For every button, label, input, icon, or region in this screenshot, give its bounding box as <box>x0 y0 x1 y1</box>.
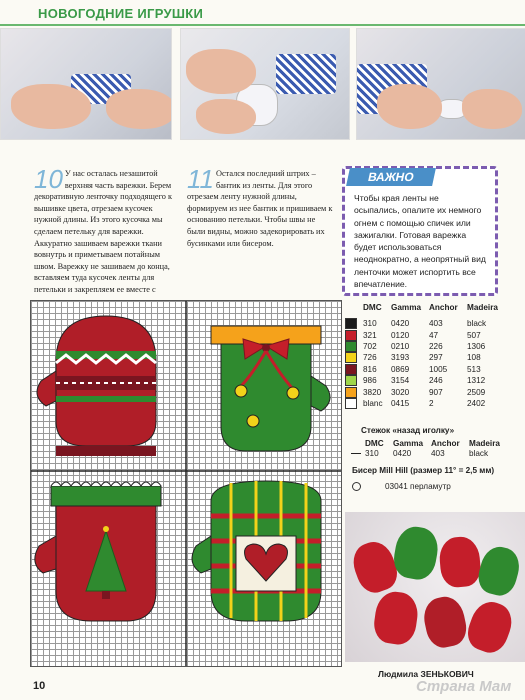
right-hand <box>462 89 522 129</box>
watermark: Страна Мам <box>416 678 512 695</box>
legend-anchor: 226 <box>429 341 443 351</box>
step-photo-1 <box>0 28 172 140</box>
color-swatch <box>345 318 357 329</box>
header-dmc: DMC <box>363 303 382 312</box>
legend-gamma: 3154 <box>391 376 410 386</box>
legend-dmc: 816 <box>363 364 377 374</box>
color-legend <box>345 303 507 409</box>
legend-dmc: 321 <box>363 330 377 340</box>
mitten-red-tree <box>35 482 161 621</box>
legend-row <box>345 364 507 375</box>
color-swatch <box>345 398 357 409</box>
legend-madeira: 507 <box>467 330 481 340</box>
step-photo-3 <box>356 28 525 140</box>
beads-title: Бисер Mill Hill (размер 11° = 2,5 мм) <box>352 466 495 475</box>
finished-toys-photo <box>345 512 525 662</box>
color-swatch <box>345 341 357 352</box>
header-gamma: Gamma <box>391 303 422 312</box>
backstitch-line-icon <box>351 453 361 454</box>
color-swatch <box>345 375 357 386</box>
toy-mitten <box>348 537 403 598</box>
right-hand <box>196 99 256 134</box>
toy-mitten <box>474 543 523 599</box>
color-swatch <box>345 330 357 341</box>
backstitch-madeira: black <box>469 449 489 459</box>
toy-mitten <box>463 597 518 658</box>
legend-madeira: 1306 <box>467 341 486 351</box>
color-swatch <box>345 364 357 375</box>
author-name: Людмила ЗЕНЬКОВИЧ <box>378 669 474 679</box>
left-hand <box>11 84 91 129</box>
legend-madeira: black <box>467 319 487 329</box>
bead-item: 03041 перламутр <box>385 482 451 491</box>
bead-row <box>352 482 494 491</box>
legend-madeira: 2402 <box>467 398 486 408</box>
step-photo-2 <box>180 28 350 140</box>
header-gamma: Gamma <box>393 439 424 448</box>
legend-gamma: 0869 <box>391 364 410 374</box>
legend-gamma: 0420 <box>391 319 410 329</box>
legend-anchor: 246 <box>429 376 443 386</box>
backstitch-anchor: 403 <box>431 449 445 459</box>
color-swatch <box>345 352 357 363</box>
toy-mitten <box>391 524 441 583</box>
legend-row <box>345 375 507 386</box>
legend-anchor: 403 <box>429 319 443 329</box>
left-hand <box>186 49 256 94</box>
legend-anchor: 47 <box>429 330 439 340</box>
legend-anchor: 297 <box>429 353 443 363</box>
legend-dmc: 702 <box>363 341 377 351</box>
legend-gamma: 3193 <box>391 353 410 363</box>
backstitch-dmc: 310 <box>365 449 379 459</box>
toy-mitten <box>372 589 421 646</box>
toy-mitten <box>438 535 482 588</box>
header-anchor: Anchor <box>429 303 458 312</box>
mitten-fabric <box>276 54 336 94</box>
legend-dmc: blanc <box>363 398 383 408</box>
step-number: 10 <box>34 164 63 194</box>
legend-anchor: 1005 <box>429 364 448 374</box>
legend-row <box>345 329 507 340</box>
legend-rows <box>345 318 507 409</box>
backstitch-gamma: 0420 <box>393 449 412 459</box>
legend-dmc: 726 <box>363 353 377 363</box>
legend-anchor: 2 <box>429 398 434 408</box>
legend-row <box>345 386 507 397</box>
legend-madeira: 108 <box>467 353 481 363</box>
step-text: У нас осталась незашитой верхняя часть варежки. Берем декоративную ленточку подходящего к вышивке цвета, отрезаем кусочек нужной длины. Из этого кусочка мы сделаем петельку для варежки. Аккуратно зашиваем варежки ткани вовнутрь и приметываем потайным швом. Варежку не зашиваем до конца, вставляем туда кусочек ленты для петельки и закрепляем ее вместе с <box>34 169 173 294</box>
header-divider <box>0 24 525 26</box>
beads-section <box>352 466 494 491</box>
legend-header <box>345 303 507 312</box>
mitten-green-bow <box>211 326 330 451</box>
header-dmc: DMC <box>365 439 384 448</box>
mitten-red-fairisle <box>37 316 156 456</box>
color-swatch <box>345 387 357 398</box>
bead-circle-icon <box>352 482 361 491</box>
legend-gamma: 0120 <box>391 330 410 340</box>
legend-row <box>345 352 507 363</box>
backstitch-section <box>361 426 509 459</box>
legend-dmc: 986 <box>363 376 377 386</box>
header-anchor: Anchor <box>431 439 460 448</box>
backstitch-header <box>365 439 509 448</box>
right-hand <box>106 89 172 129</box>
step-number: 11 <box>187 164 214 194</box>
section-title: НОВОГОДНИЕ ИГРУШКИ <box>38 6 204 21</box>
legend-madeira: 2509 <box>467 387 486 397</box>
step-10 <box>34 164 180 307</box>
legend-row <box>345 341 507 352</box>
backstitch-row <box>365 448 509 459</box>
legend-anchor: 907 <box>429 387 443 397</box>
legend-madeira: 513 <box>467 364 481 374</box>
legend-gamma: 3020 <box>391 387 410 397</box>
step-11 <box>187 164 333 249</box>
header-madeira: Madeira <box>467 303 498 312</box>
legend-gamma: 0210 <box>391 341 410 351</box>
backstitch-title: Стежок «назад иголку» <box>361 426 455 435</box>
step-text: Остался последний штрих – бантик из ленты. Для этого отрезаем ленту нужной длины, формируем из нее бантик и пришиваем к основанию петельки. Чтобы швы не были видны, можно задекорировать их бусинками или бисером. <box>187 169 333 248</box>
mitten-plaid-heart <box>192 481 321 621</box>
tip-text: Чтобы края ленты не осыпались, опалите их немного огнем с помощью спичек или зажигалки. Готовая варежка будет использоваться неоднократно, а неопрятный вид ленточки может испортить все впечатление. <box>354 193 486 290</box>
legend-madeira: 1312 <box>467 376 486 386</box>
toy-mitten <box>420 593 470 650</box>
chart-patterns <box>31 301 341 666</box>
cross-stitch-chart <box>30 300 342 667</box>
tip-title: ВАЖНО <box>346 168 436 186</box>
legend-dmc: 310 <box>363 319 377 329</box>
left-hand <box>377 84 442 129</box>
page-number: 10 <box>33 680 46 692</box>
legend-gamma: 0415 <box>391 398 410 408</box>
legend-row <box>345 398 507 409</box>
legend-row <box>345 318 507 329</box>
legend-dmc: 3820 <box>363 387 382 397</box>
header-madeira: Madeira <box>469 439 500 448</box>
